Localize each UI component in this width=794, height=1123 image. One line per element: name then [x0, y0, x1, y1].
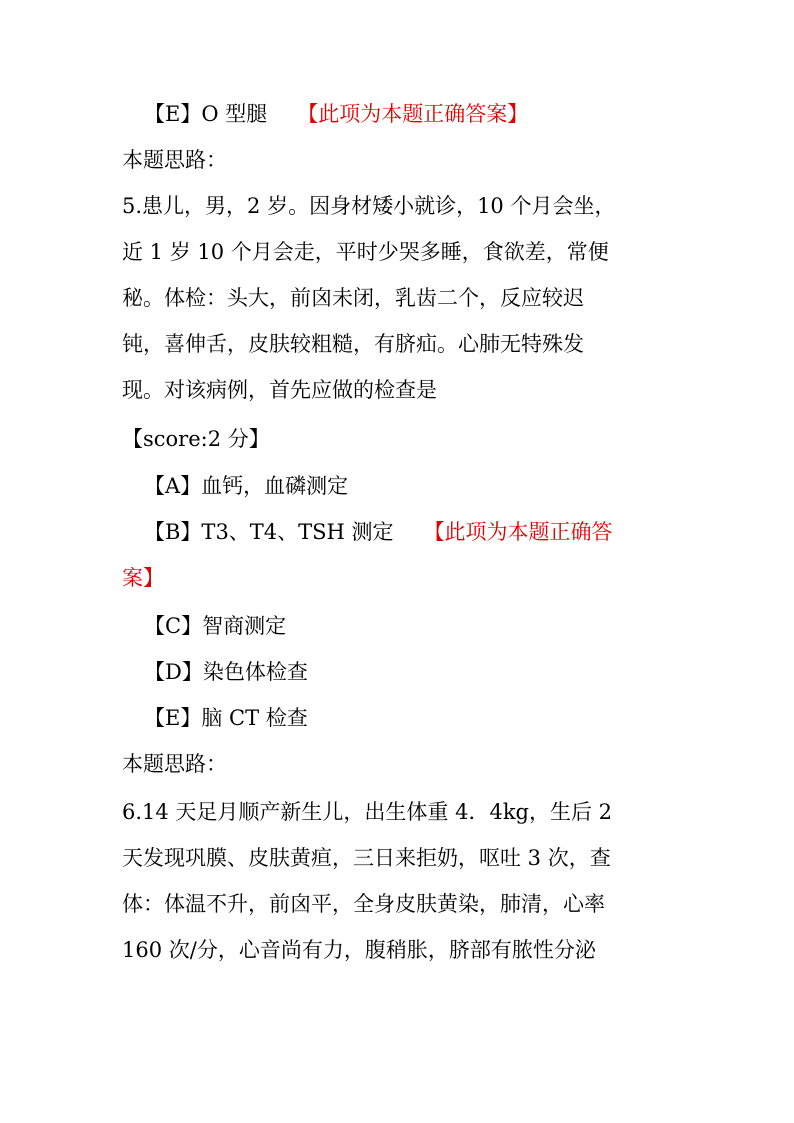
- prev-option-e: [144, 99, 704, 129]
- q6-stem-line-1: 6.14 天足月顺产新生儿，出生体重 4．4kg，生后 2: [122, 800, 613, 824]
- q5-stem-line-3: 秘。体检：头大，前囟未闭，乳齿二个，反应较迟: [122, 286, 584, 310]
- q5-correct-answer-mark-cont: 案】: [122, 566, 164, 590]
- prev-correct-answer-mark: 【此项为本题正确答案】: [297, 102, 529, 126]
- q5-option-c: 【C】智商测定: [144, 614, 287, 638]
- q6-stem-line-4: 160 次/分，心音尚有力，腹稍胀，脐部有脓性分泌: [122, 938, 596, 962]
- q5-correct-answer-mark: 【此项为本题正确答: [423, 520, 613, 544]
- prev-option-e-text: 【E】O 型腿: [144, 102, 268, 126]
- prev-hint: 本题思路：: [122, 148, 227, 172]
- q5-option-a: 【A】血钙，血磷测定: [144, 474, 349, 498]
- q5-option-e: 【E】脑 CT 检查: [144, 706, 308, 730]
- q5-option-b-text: 【B】T3、T4、TSH 测定: [144, 520, 394, 544]
- q6-stem-line-3: 体：体温不升，前囟平，全身皮肤黄染，肺清，心率: [122, 892, 605, 916]
- q5-option-d: 【D】染色体检查: [144, 660, 308, 684]
- q5-stem-line-4: 钝，喜伸舌，皮肤较粗糙，有脐疝。心肺无特殊发: [122, 332, 584, 356]
- q5-score: 【score:2 分】: [122, 427, 270, 451]
- q5-stem-line-2: 近 1 岁 10 个月会走，平时少哭多睡，食欲差，常便: [122, 240, 609, 264]
- q5-hint: 本题思路：: [122, 752, 227, 776]
- q5-stem-line-1: 5.患儿，男，2 岁。因身材矮小就诊，10 个月会坐，: [122, 194, 616, 218]
- q6-stem-line-2: 天发现巩膜、皮肤黄疸，三日来拒奶，呕吐 3 次，查: [122, 846, 611, 870]
- q5-option-b: [144, 517, 704, 547]
- q5-stem-line-5: 现。对该病例，首先应做的检查是: [122, 378, 437, 402]
